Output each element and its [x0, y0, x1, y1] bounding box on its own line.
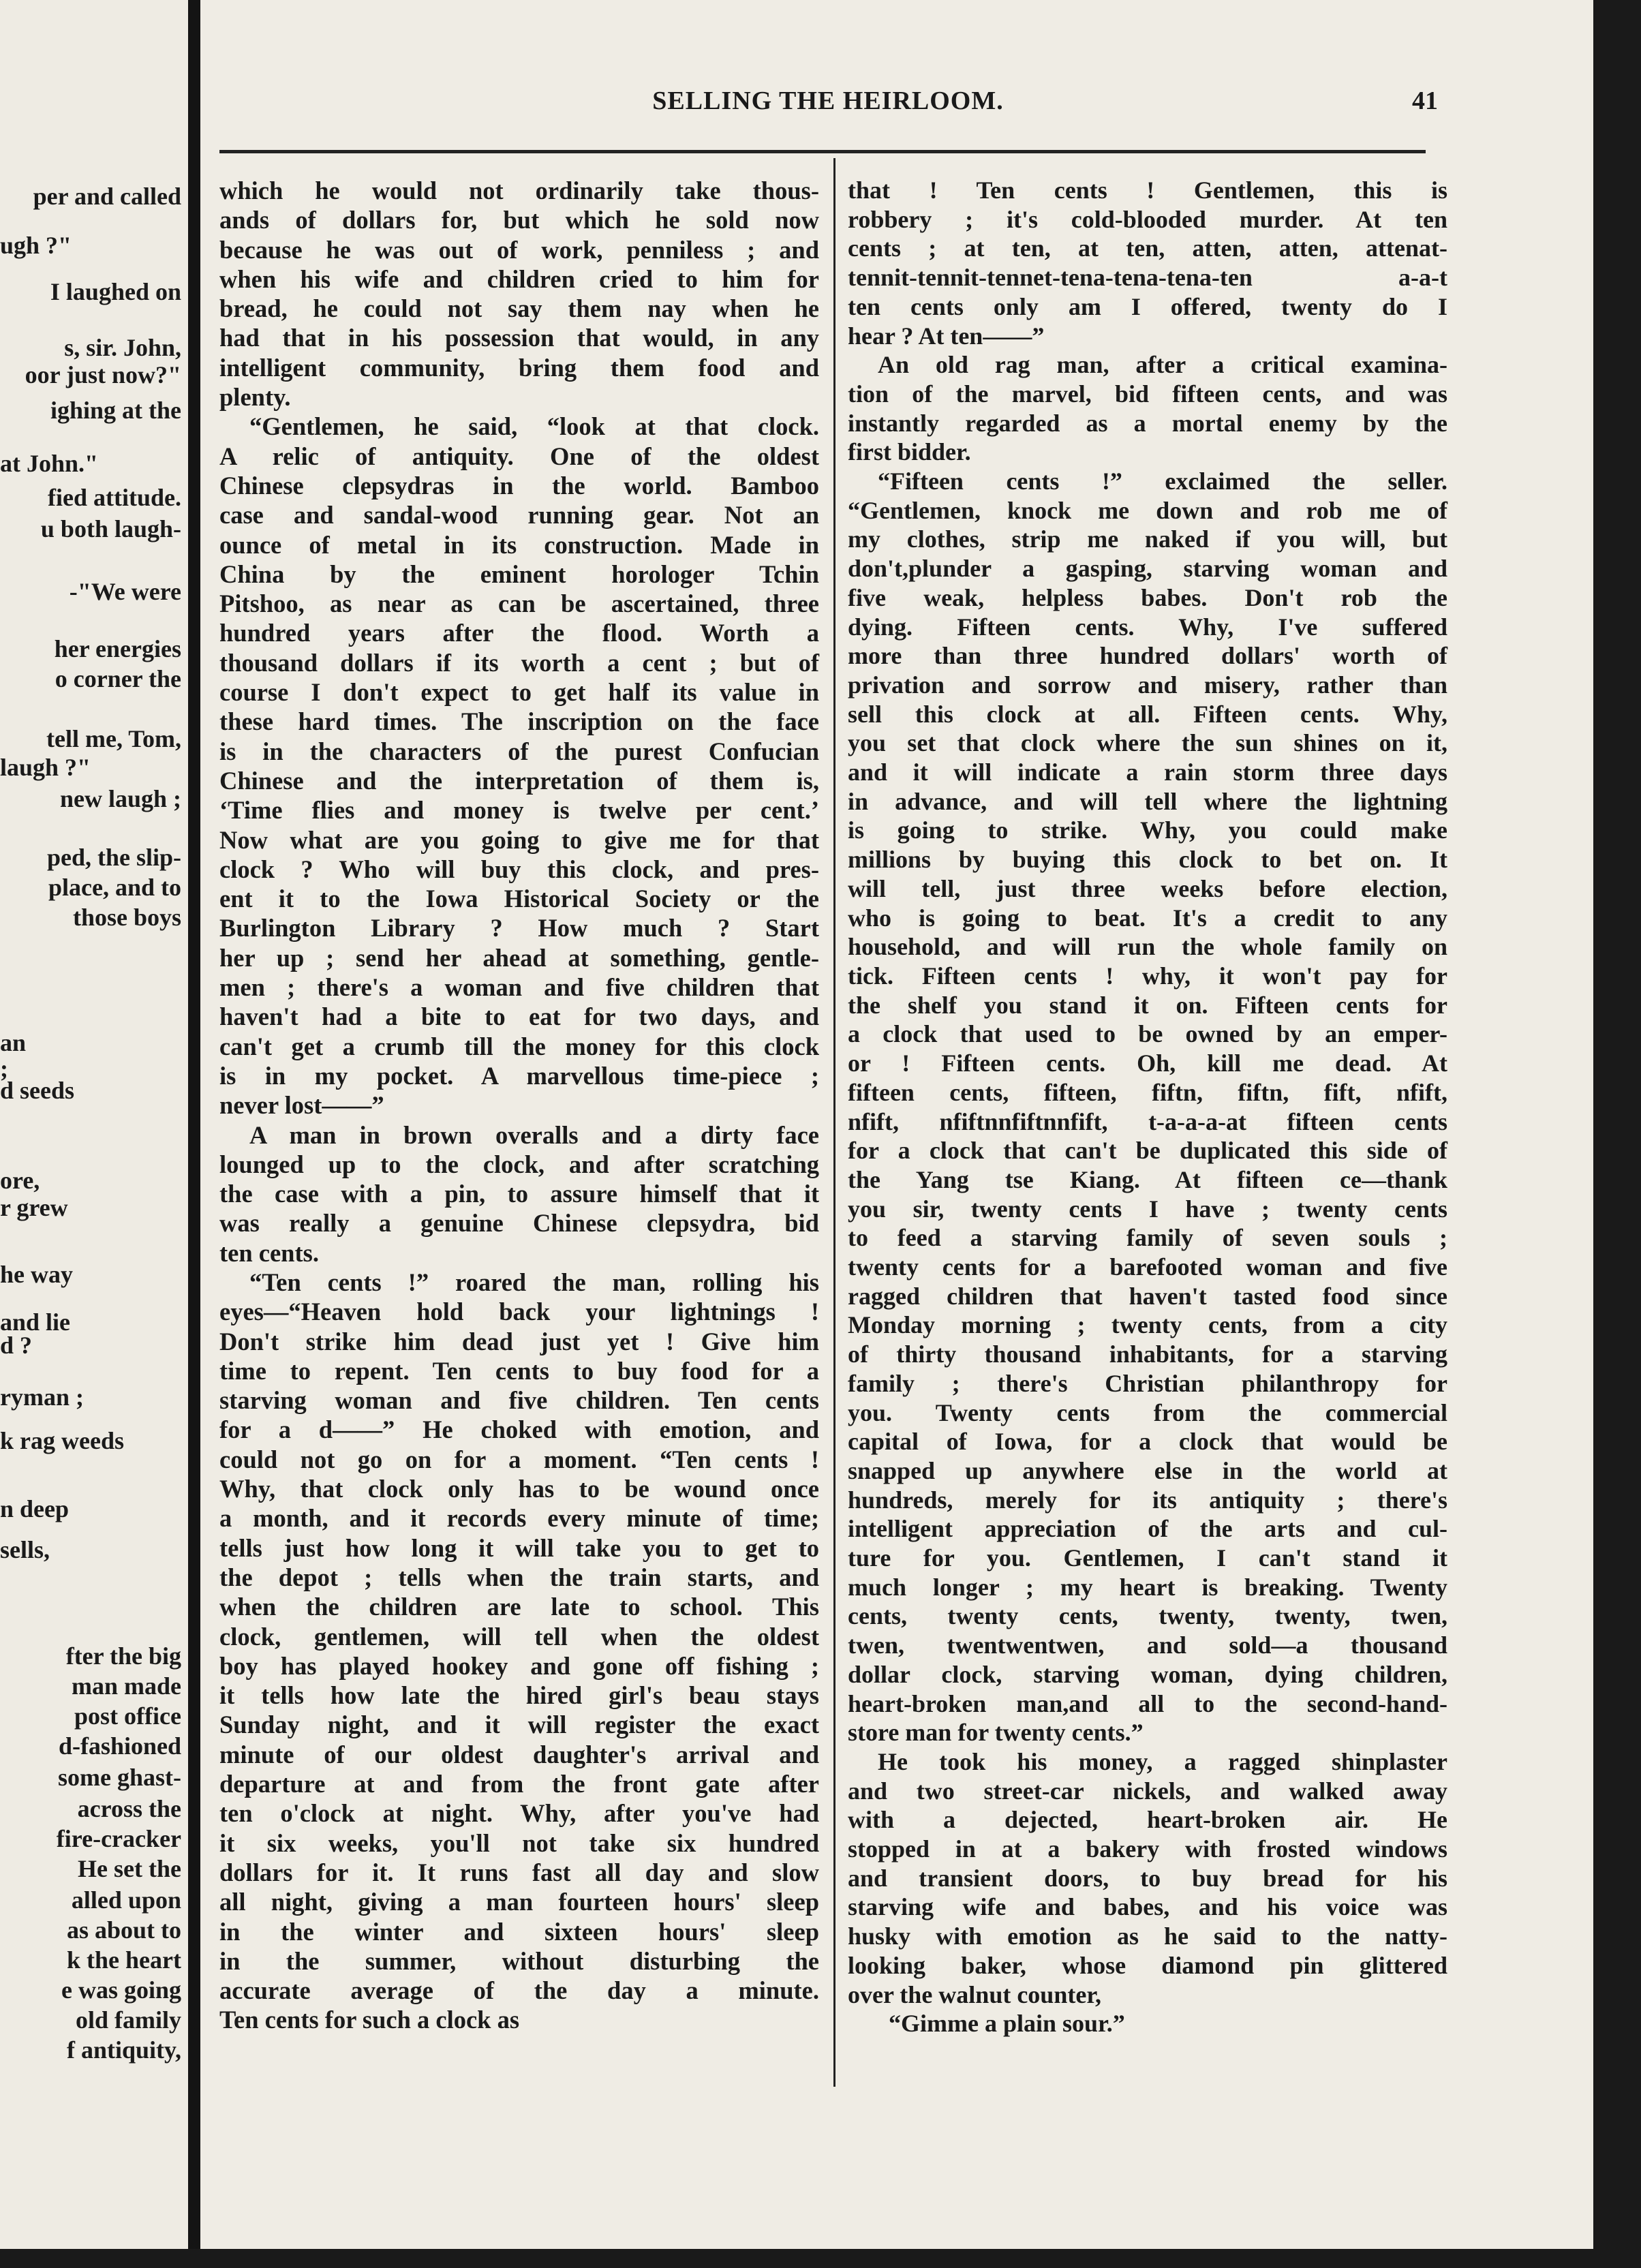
text-line: tennit-tennit-tennet-tena-tena-tena-ten a-a-t — [848, 264, 1447, 292]
text-line: bread, he could not say them nay when he — [219, 294, 819, 323]
scan-border-bottom — [0, 2249, 1641, 2268]
text-line: the shelf you stand it on. Fifteen cents for — [848, 991, 1447, 1019]
text-line: hear ? At ten——” — [848, 322, 1045, 350]
paragraph — [848, 176, 1447, 350]
text-line: who is going to beat. It's a credit to any — [848, 904, 1447, 932]
text-line: lounged up to the clock, and after scratching — [219, 1150, 819, 1178]
text-line: in the winter and sixteen hours' sleep — [219, 1917, 819, 1946]
text-line: course I don't expect to get half its value in — [219, 678, 819, 707]
text-line: minute of our oldest daughter's arrival and — [219, 1740, 819, 1768]
text-line: heart-broken man,and all to the second-hand- — [848, 1689, 1447, 1717]
text-line: ten cents. — [219, 1238, 319, 1267]
text-line: “Gentlemen, knock me down and rob me of — [848, 496, 1447, 524]
text-line: cents ; at ten, at ten, atten, atten, attenat- — [848, 234, 1447, 262]
text-line: thousand dollars if its worth a cent ; but of — [219, 648, 819, 677]
text-line: Don't strike him dead just yet ! Give him — [219, 1327, 819, 1355]
prev-page-line: He set the — [78, 1855, 181, 1882]
text-line: snapped up anywhere else in the world at — [848, 1456, 1447, 1484]
text-line: will tell, just three weeks before election, — [848, 874, 1447, 902]
text-line: A man in brown overalls and a dirty face — [249, 1120, 819, 1149]
text-line: clock, gentlemen, will tell when the oldest — [219, 1622, 819, 1651]
text-line: you. Twenty cents from the commercial — [848, 1398, 1447, 1426]
text-line: plenty. — [219, 383, 291, 412]
text-line: first bidder. — [848, 438, 971, 466]
text-line: fifteen cents, fifteen, fiftn, fiftn, fift, nfift, — [848, 1078, 1447, 1106]
prev-page-line: post office — [74, 1702, 181, 1730]
text-line: hundreds, merely for its antiquity ; there's — [848, 1486, 1447, 1514]
paragraph — [848, 467, 1447, 1747]
text-line: starving woman and five children. Ten cents — [219, 1386, 819, 1415]
text-line: A relic of antiquity. One of the oldest — [219, 442, 819, 470]
text-line: Pitshoo, as near as can be ascertained, three — [219, 589, 819, 618]
text-line: ragged children that haven't tasted food since — [848, 1282, 1447, 1310]
prev-page-line: e was going — [61, 1976, 181, 2004]
prev-page-line: across the — [77, 1795, 181, 1822]
text-line: Chinese clepsydras in the world. Bamboo — [219, 471, 819, 500]
prev-page-line: her energies — [54, 635, 181, 662]
text-line: Burlington Library ? How much ? Start — [219, 914, 819, 943]
text-line: never lost——” — [219, 1091, 384, 1120]
text-line: and two street-car nickels, and walked away — [848, 1777, 1447, 1805]
text-line: ‘Time flies and money is twelve per cent.’ — [219, 796, 819, 825]
text-line: it tells how late the hired girl's beau stays — [219, 1681, 819, 1710]
text-line: you sir, twenty cents I have ; twenty cents — [848, 1195, 1447, 1223]
prev-page-line: ighing at the — [50, 397, 181, 424]
prev-page-line: u both laugh- — [40, 515, 181, 542]
text-line: a clock that used to be owned by an emper- — [848, 1020, 1447, 1048]
text-line: family ; there's Christian philanthropy for — [848, 1369, 1447, 1397]
text-line: haven't had a bite to eat for two days, and — [219, 1002, 819, 1031]
text-line: could not go on for a moment. “Ten cents ! — [219, 1445, 819, 1473]
left-column — [219, 176, 819, 2035]
text-line: Monday morning ; twenty cents, from a city — [848, 1311, 1447, 1339]
text-line: privation and sorrow and misery, rather than — [848, 671, 1447, 699]
text-line: instantly regarded as a mortal enemy by the — [848, 409, 1447, 437]
text-line: “Gimme a plain sour.” — [889, 2010, 1125, 2038]
text-line: when the children are late to school. This — [219, 1593, 819, 1621]
prev-page-line: as about to — [66, 1916, 181, 1944]
text-line: ture for you. Gentlemen, I can't stand it — [848, 1544, 1447, 1572]
text-line: tick. Fifteen cents ! why, it won't pay for — [848, 962, 1447, 990]
running-head: SELLING THE HEIRLOOM. — [652, 87, 1004, 115]
text-line: “Ten cents !” roared the man, rolling his — [249, 1268, 819, 1296]
prev-page-line: d-fashioned — [58, 1732, 181, 1760]
text-line: accurate average of the day a minute. — [219, 1976, 819, 2005]
prev-page-line: fire-cracker — [56, 1825, 181, 1852]
binding-gutter — [188, 0, 200, 2268]
text-line: or ! Fifteen cents. Oh, kill me dead. At — [848, 1049, 1447, 1077]
text-line: “Fifteen cents !” exclaimed the seller. — [878, 468, 1447, 495]
text-line: over the walnut counter, — [848, 1980, 1101, 2008]
text-line: of thirty thousand inhabitants, for a starving — [848, 1340, 1447, 1368]
scan-border-right — [1593, 0, 1641, 2268]
text-line: tells just how long it will take you to get to — [219, 1533, 819, 1562]
prev-page-line: f antiquity, — [66, 2036, 181, 2064]
text-line: much longer ; my heart is breaking. Twenty — [848, 1573, 1447, 1601]
text-line: An old rag man, after a critical examina- — [878, 351, 1447, 379]
text-line: the Yang tse Kiang. At fifteen ce—thank — [848, 1165, 1447, 1193]
text-line: the case with a pin, to assure himself that it — [219, 1180, 819, 1208]
text-line: dollar clock, starving woman, dying children, — [848, 1660, 1447, 1688]
text-line: that ! Ten cents ! Gentlemen, this is — [848, 177, 1447, 204]
prev-page-line: man made — [72, 1672, 181, 1700]
text-line: clock ? Who will buy this clock, and pres- — [219, 855, 819, 883]
text-line: to feed a starving family of seven souls ; — [848, 1224, 1447, 1252]
prev-page-line: ryman ; — [0, 1383, 84, 1411]
prev-page-line: tell me, Tom, — [46, 725, 181, 752]
text-line: Ten cents for such a clock as — [219, 2006, 520, 2034]
text-line: when his wife and children cried to him for — [219, 264, 819, 293]
prev-page-line: old family — [75, 2006, 181, 2034]
prev-page-line: I laughed on — [50, 278, 181, 305]
text-line: it six weeks, you'll not take six hundred — [219, 1828, 819, 1857]
text-line: husky with emotion as he said to the natty- — [848, 1922, 1447, 1950]
prev-page-line: s, sir. John, — [64, 334, 181, 361]
prev-page-line: sells, — [0, 1536, 50, 1563]
text-line: stopped in at a bakery with frosted windows — [848, 1835, 1447, 1863]
paragraph — [219, 176, 819, 412]
prev-page-line: k rag weeds — [0, 1427, 124, 1454]
text-line: departure at and from the front gate after — [219, 1770, 819, 1798]
text-line: capital of Iowa, for a clock that would be — [848, 1428, 1447, 1456]
text-line: is in my pocket. A marvellous time-piece ; — [219, 1061, 819, 1090]
paragraph — [848, 1747, 1447, 2009]
text-line: a month, and it records every minute of time; — [219, 1504, 819, 1533]
text-line: ten o'clock at night. Why, after you've had — [219, 1799, 819, 1828]
text-line: is in the characters of the purest Confucian — [219, 737, 819, 765]
text-line: starving wife and babes, and his voice was — [848, 1893, 1447, 1921]
prev-page-line: r grew — [0, 1194, 68, 1221]
text-line: don't,plunder a gasping, starving woman and — [848, 555, 1447, 583]
paragraph — [848, 350, 1447, 467]
previous-page-fragment — [0, 0, 188, 2249]
text-line: looking baker, whose diamond pin glittered — [848, 1951, 1447, 1979]
text-line: boy has played hookey and gone off fishing ; — [219, 1651, 819, 1680]
text-line: sell this clock at all. Fifteen cents. Why, — [848, 700, 1447, 728]
text-line: China by the eminent horologer Tchin — [219, 560, 819, 588]
text-line: robbery ; it's cold-blooded murder. At ten — [848, 205, 1447, 233]
prev-page-line: new laugh ; — [59, 785, 181, 812]
text-line: twen, twentwentwen, and sold—a thousand — [848, 1631, 1447, 1659]
text-line: is going to strike. Why, you could make — [848, 816, 1447, 844]
text-line: her up ; send her ahead at something, gentle- — [219, 943, 819, 972]
text-line: for a clock that can't be duplicated this side of — [848, 1137, 1447, 1165]
prev-page-line: alled upon — [71, 1886, 181, 1914]
text-line: my clothes, strip me naked if you will, but — [848, 525, 1447, 553]
prev-page-line: d seeds — [0, 1077, 75, 1104]
text-line: ten cents only am I offered, twenty do I — [848, 292, 1447, 320]
text-line: was really a genuine Chinese clepsydra, bid — [219, 1209, 819, 1238]
text-line: men ; there's a woman and five children that — [219, 973, 819, 1002]
prev-page-line: n deep — [0, 1495, 70, 1522]
prev-page-line: some ghast- — [58, 1764, 181, 1791]
text-line: all night, giving a man fourteen hours' sleep — [219, 1888, 819, 1916]
prev-page-line: place, and to — [48, 874, 181, 901]
text-line: Sunday night, and it will register the exact — [219, 1711, 819, 1739]
text-line: in the summer, without disturbing the — [219, 1946, 819, 1975]
header-rule — [219, 150, 1426, 153]
prev-page-line: those boys — [72, 904, 181, 931]
prev-page-line: laugh ?" — [0, 754, 91, 781]
text-line: ent it to the Iowa Historical Society or the — [219, 885, 819, 913]
text-line: which he would not ordinarily take thous- — [219, 177, 819, 204]
text-line: five weak, helpless babes. Don't rob the — [848, 583, 1447, 611]
text-line: tion of the marvel, bid fifteen cents, and was — [848, 380, 1447, 408]
prev-page-line: he way — [0, 1261, 73, 1288]
paragraph — [219, 412, 819, 1120]
text-line: dying. Fifteen cents. Why, I've suffered — [848, 613, 1447, 641]
text-line: you set that clock where the sun shines on it, — [848, 729, 1447, 757]
text-line: and transient doors, to buy bread for his — [848, 1864, 1447, 1892]
paragraph — [219, 1268, 819, 2035]
text-line: eyes—“Heaven hold back your lightnings ! — [219, 1298, 819, 1326]
text-line: for a d——” He choked with emotion, and — [219, 1415, 819, 1444]
text-line: these hard times. The inscription on the face — [219, 707, 819, 736]
text-line: intelligent appreciation of the arts and cul- — [848, 1515, 1447, 1543]
text-line: household, and will run the whole family on — [848, 933, 1447, 961]
text-line: millions by buying this clock to bet on. It — [848, 846, 1447, 874]
prev-page-line: fter the big — [65, 1642, 181, 1670]
prev-page-line: at John." — [0, 450, 99, 477]
text-line: because he was out of work, penniless ; and — [219, 235, 819, 264]
text-line: dollars for it. It runs fast all day and slow — [219, 1858, 819, 1886]
text-line: with a dejected, heart-broken air. He — [848, 1806, 1447, 1834]
prev-page-line: ; — [0, 1055, 8, 1082]
text-line: Why, that clock only has to be wound once — [219, 1475, 819, 1503]
text-line: case and sandal-wood running gear. Not an — [219, 501, 819, 530]
text-line: ands of dollars for, but which he sold now — [219, 206, 819, 234]
prev-page-line: -"We were — [69, 578, 181, 605]
paragraph — [219, 1120, 819, 1268]
text-line: cents, twenty cents, twenty, twenty, twen, — [848, 1602, 1447, 1630]
prev-page-line: o corner the — [55, 665, 181, 692]
text-line: “Gentlemen, he said, “look at that clock. — [249, 412, 819, 441]
prev-page-line: fied attitude. — [48, 484, 181, 511]
prev-page-line: k the heart — [67, 1946, 181, 1974]
right-column — [848, 176, 1447, 2038]
text-line: had that in his possession that would, in any — [219, 324, 819, 352]
text-line: can't get a crumb till the money for this clock — [219, 1032, 819, 1060]
prev-page-line: ore, — [0, 1167, 40, 1194]
text-line: and it will indicate a rain storm three days — [848, 758, 1447, 786]
text-line: Now what are you going to give me for that — [219, 825, 819, 854]
prev-page-line: and lie — [0, 1308, 71, 1336]
prev-page-line: per and called — [33, 183, 181, 210]
prev-page-line: ped, the slip- — [46, 844, 181, 871]
column-divider — [833, 158, 835, 2087]
text-line: the depot ; tells when the train starts, and — [219, 1563, 819, 1591]
paragraph — [848, 2009, 1447, 2038]
text-line: twenty cents for a barefooted woman and five — [848, 1253, 1447, 1281]
text-line: nfift, nfiftnnfiftnnfift, t-a-a-a-at fifteen cents — [848, 1107, 1447, 1135]
text-line: Chinese and the interpretation of them is, — [219, 766, 819, 795]
prev-page-line: d ? — [0, 1332, 33, 1359]
prev-page-line: oor just now?" — [25, 361, 181, 388]
text-line: store man for twenty cents.” — [848, 1719, 1144, 1747]
text-line: in advance, and will tell where the lightning — [848, 787, 1447, 815]
prev-page-line: ugh ?" — [0, 232, 72, 259]
text-line: more than three hundred dollars' worth of — [848, 642, 1447, 670]
prev-page-line: an — [0, 1029, 27, 1056]
text-line: He took his money, a ragged shinplaster — [878, 1747, 1447, 1775]
text-line: hundred years after the flood. Worth a — [219, 619, 819, 647]
text-line: intelligent community, bring them food and — [219, 353, 819, 382]
page-number: 41 — [1412, 87, 1438, 115]
text-line: time to repent. Ten cents to buy food for a — [219, 1356, 819, 1385]
text-line: ounce of metal in its construction. Made in — [219, 530, 819, 559]
